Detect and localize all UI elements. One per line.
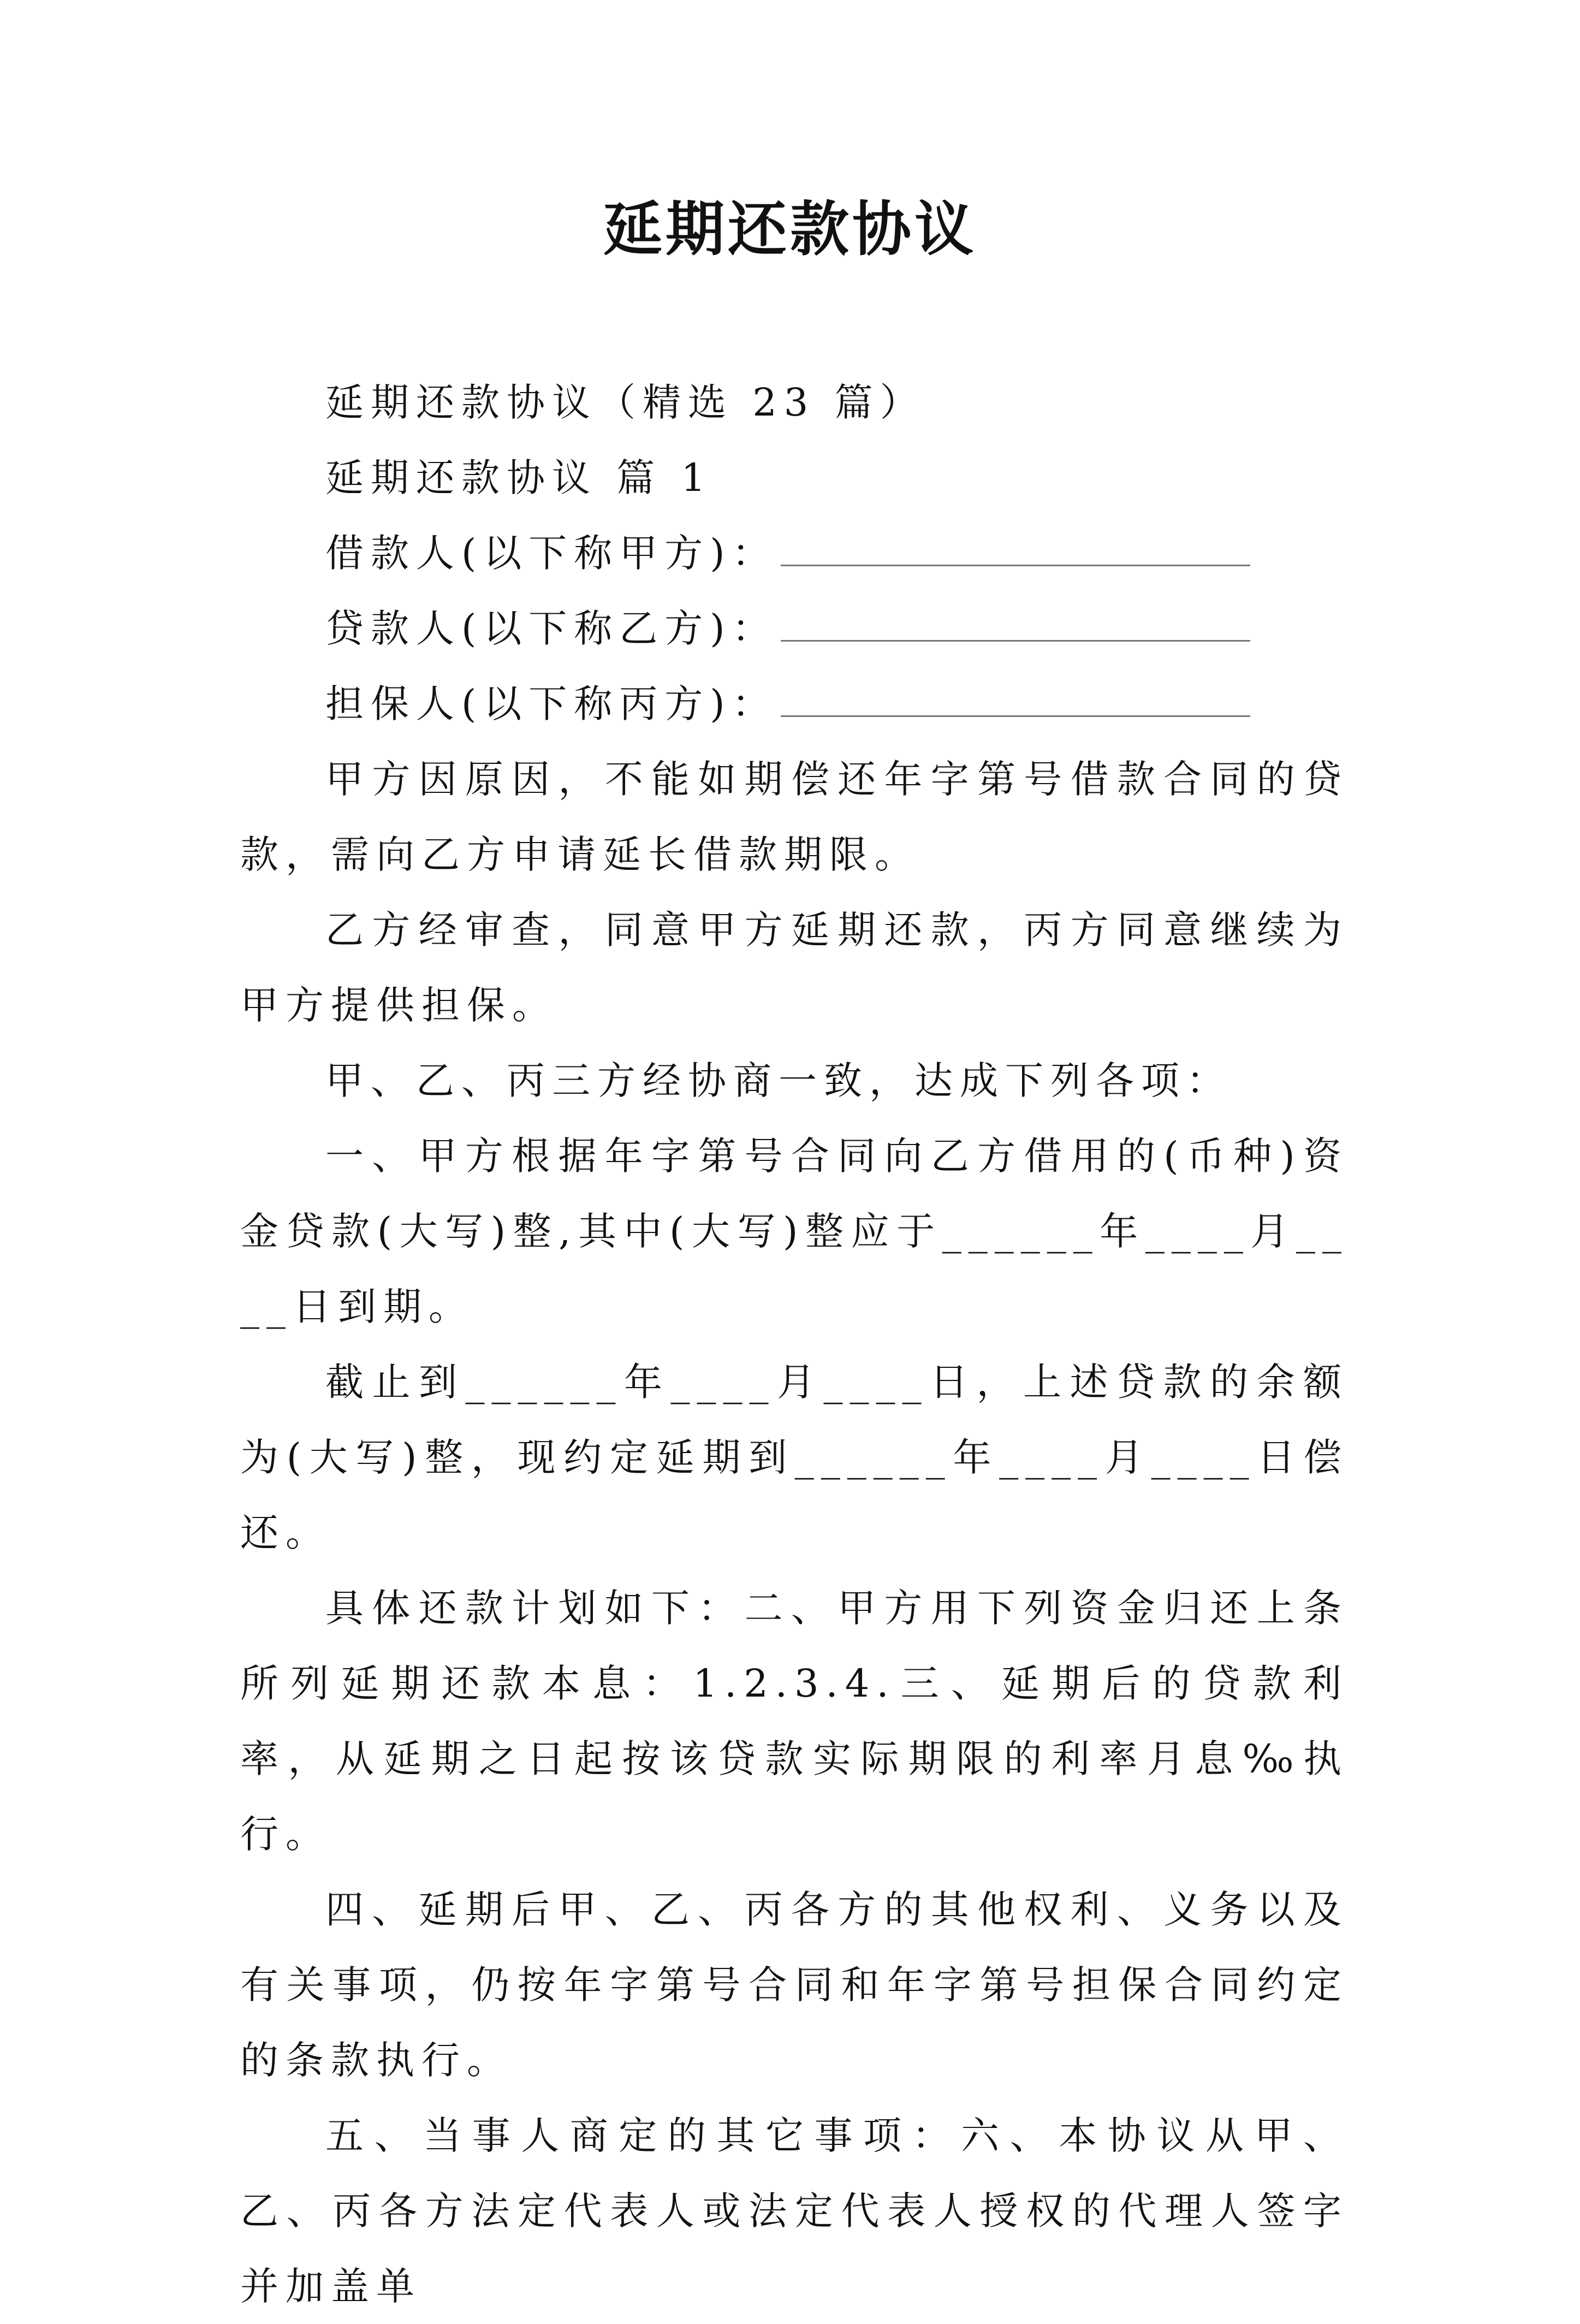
party-lender-blank <box>781 607 1250 642</box>
subtitle-line: 延期还款协议（精选 23 篇） <box>325 380 925 425</box>
paragraph: 甲方因原因，不能如期偿还年字第号借款合同的贷款，需向乙方申请延长借款期限。 <box>240 757 1349 877</box>
section-heading: 延期还款协议 篇 1 <box>325 455 713 500</box>
document-body <box>240 365 1349 2324</box>
paragraph: 五、当事人商定的其它事项：六、本协议从甲、乙、丙各方法定代表人或法定代表人授权的代理人签字并加盖单 <box>240 2113 1349 2309</box>
paragraph: 乙方经审查，同意甲方延期还款，丙方同意继续为甲方提供担保。 <box>240 908 1349 1028</box>
paragraph: 四、延期后甲、乙、丙各方的其他权利、义务以及有关事项，仍按年字第号合同和年字第号担保合同约定的条款执行。 <box>240 1887 1349 2083</box>
paragraph: 一、甲方根据年字第号合同向乙方借用的(币种)资金贷款(大写)整,其中(大写)整应于______年____月____日到期。 <box>240 1134 1349 1329</box>
document-title: 延期还款协议 <box>603 195 977 264</box>
party-borrower-line <box>240 515 1349 591</box>
party-guarantor-line <box>240 666 1349 742</box>
party-borrower-blank <box>781 532 1250 566</box>
party-lender-label: 贷款人(以下称乙方)： <box>325 606 777 651</box>
paragraph: 截止到______年____月____日，上述贷款的余额为(大写)整，现约定延期到______年____月____日偿还。 <box>240 1360 1349 1555</box>
party-guarantor-label: 担保人(以下称丙方)： <box>325 681 777 726</box>
paragraph: 具体还款计划如下：二、甲方用下列资金归还上条所列延期还款本息：1.2.3.4.三、延期后的贷款利率，从延期之日起按该贷款实际期限的利率月息‰执行。 <box>240 1586 1349 1857</box>
party-lender-line <box>240 591 1349 666</box>
paragraph: 甲、乙、丙三方经协商一致，达成下列各项： <box>325 1058 1232 1103</box>
party-guarantor-blank <box>781 683 1250 717</box>
party-borrower-label: 借款人(以下称甲方)： <box>325 531 777 576</box>
